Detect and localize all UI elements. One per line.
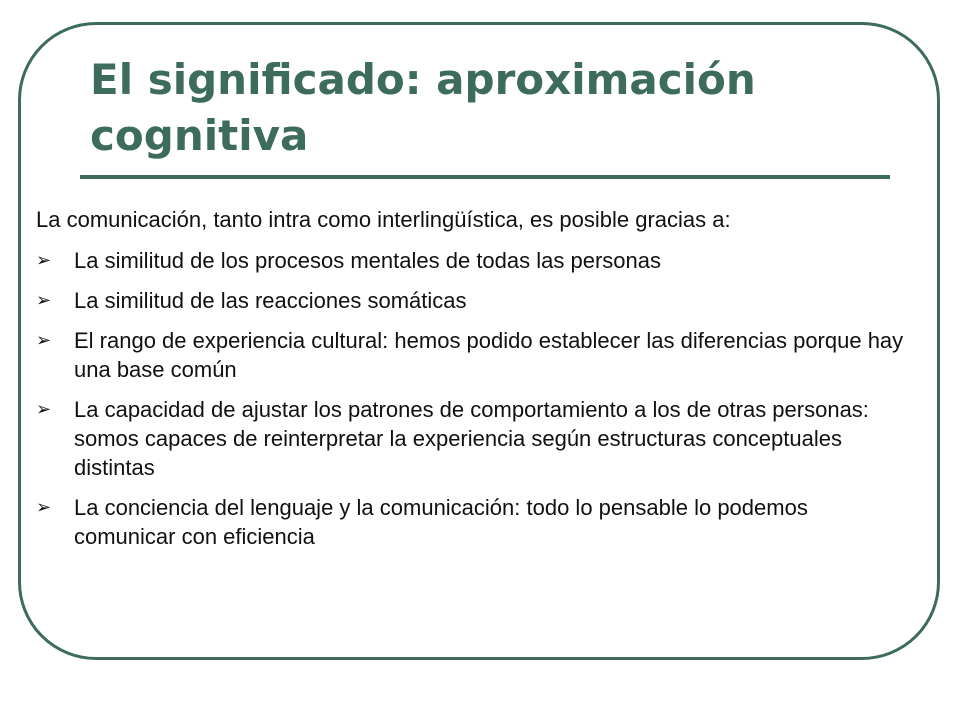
- bullet-list: [36, 246, 906, 551]
- arrow-bullet-icon: ➢: [36, 290, 52, 311]
- bullet-text: El rango de experiencia cultural: hemos podido establecer las diferencias porque hay una base común: [74, 328, 904, 382]
- bullet-text: La conciencia del lenguaje y la comunicación: todo lo pensable lo podemos comunicar con eficiencia: [74, 495, 808, 549]
- bullet-item: [36, 326, 906, 384]
- arrow-bullet-icon: ➢: [36, 330, 52, 351]
- bullet-item: [36, 286, 906, 315]
- slide-body: [36, 205, 906, 562]
- bullet-text: La similitud de los procesos mentales de todas las personas: [74, 248, 661, 273]
- arrow-bullet-icon: ➢: [36, 399, 52, 420]
- title-divider: [80, 175, 890, 179]
- bullet-item: [36, 395, 906, 482]
- bullet-text: La similitud de las reacciones somáticas: [74, 288, 467, 313]
- bullet-text: La capacidad de ajustar los patrones de comportamiento a los de otras personas: somos capaces de reinterpretar la experiencia según estructuras conceptuales distintas: [74, 397, 869, 480]
- bullet-item: [36, 493, 906, 551]
- intro-text: La comunicación, tanto intra como interlingüística, es posible gracias a:: [36, 207, 731, 232]
- arrow-bullet-icon: ➢: [36, 250, 52, 271]
- bullet-item: [36, 246, 906, 275]
- slide-title: El significado: aproximación cognitiva: [90, 55, 756, 160]
- arrow-bullet-icon: ➢: [36, 497, 52, 518]
